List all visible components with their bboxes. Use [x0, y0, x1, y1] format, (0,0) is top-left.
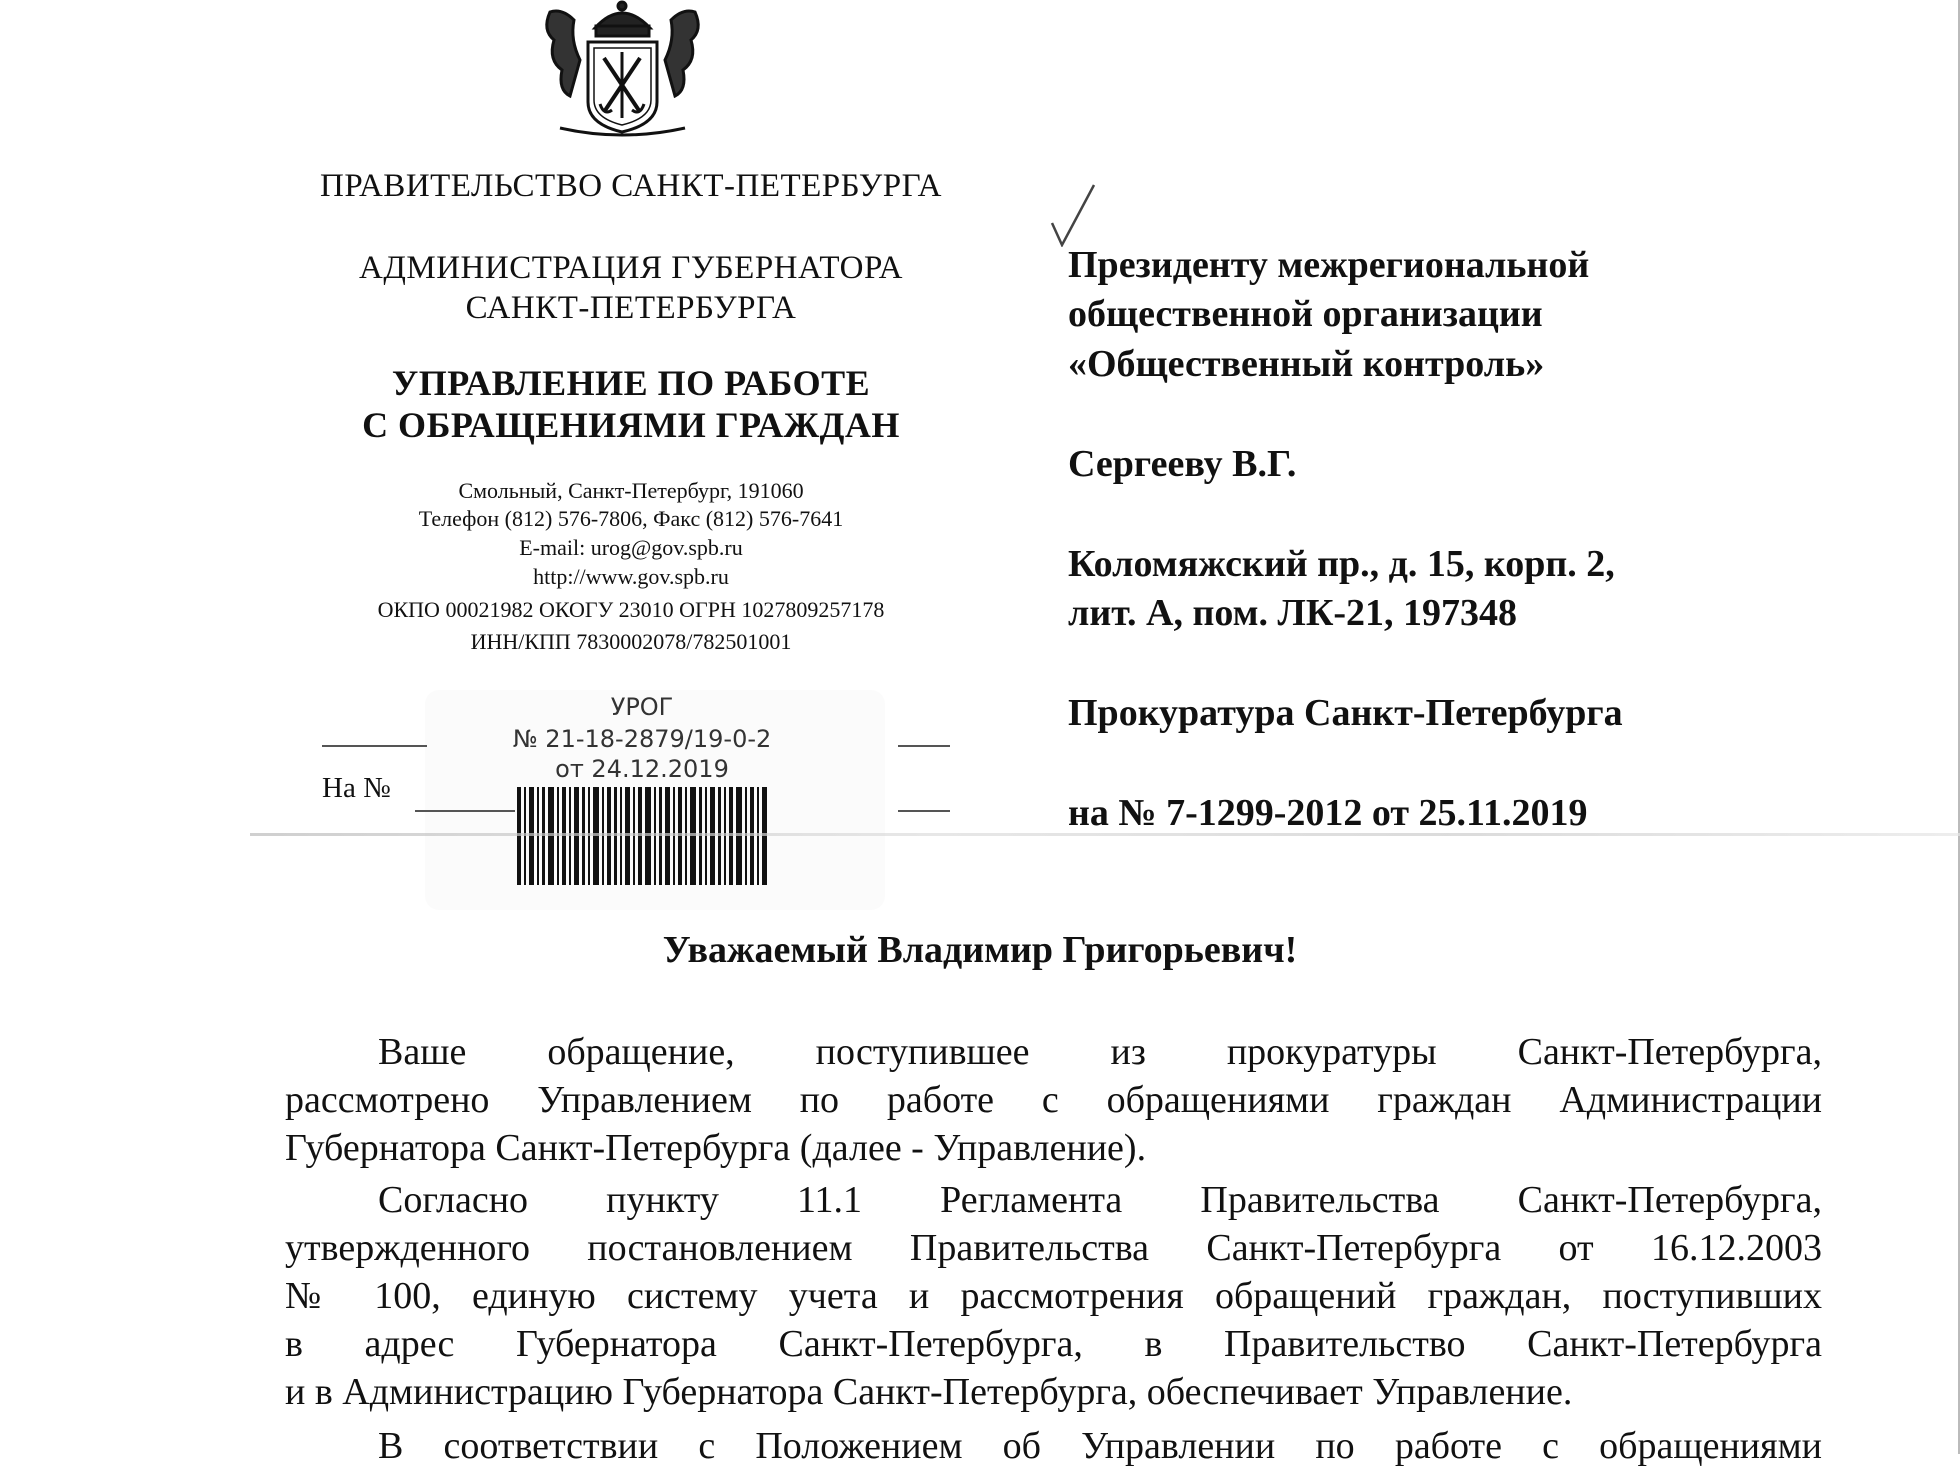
sender-phone: Телефон (812) 576-7806, Факс (812) 576-7641	[418, 506, 844, 531]
sender-email: E-mail: urog@gov.spb.ru	[519, 535, 743, 560]
sender-address: Смольный, Санкт-Петербург, 191060	[458, 478, 804, 503]
paragraph-2-line-5: и в Администрацию Губернатора Санкт-Петербурга, обеспечивает Управление.	[285, 1371, 1573, 1413]
paragraph-2-line-1: Согласно пункту 11.1 Регламента Правительства Санкт-Петербурга,	[378, 1179, 1822, 1221]
reply-date-line	[898, 810, 950, 812]
paragraph-1-line-1: Ваше обращение, поступившее из прокуратуры Санкт-Петербурга,	[378, 1031, 1822, 1073]
administration-title-line1: АДМИНИСТРАЦИЯ ГУБЕРНАТОРА	[359, 250, 903, 286]
paragraph-2-line-2: утвержденного постановлением Правительства Санкт-Петербурга от 16.12.2003	[285, 1227, 1822, 1269]
addressee-title-line2: общественной организации	[1068, 293, 1543, 335]
government-title: ПРАВИТЕЛЬСТВО САНКТ-ПЕТЕРБУРГА	[320, 168, 942, 204]
department-title-line1: УПРАВЛЕНИЕ ПО РАБОТЕ	[391, 363, 871, 403]
coat-of-arms-emblem	[540, 0, 705, 140]
outgoing-date-line	[898, 745, 950, 747]
reply-number-line	[415, 810, 515, 812]
outgoing-number-line	[322, 745, 427, 747]
reference-number: на № 7-1299-2012 от 25.11.2019	[1068, 792, 1588, 834]
addressee-address-line2: лит. А, пом. ЛК-21, 197348	[1068, 592, 1518, 634]
paragraph-1-line-3: Губернатора Санкт-Петербурга (далее - Управление).	[285, 1127, 1147, 1169]
sender-inn: ИНН/КПП 7830002078/782501001	[470, 629, 792, 654]
sender-website: http://www.gov.spb.ru	[533, 564, 729, 589]
registration-number: № 21-18-2879/19-0-2	[512, 725, 772, 753]
paragraph-2-line-4: в адрес Губернатора Санкт-Петербурга, в Правительство Санкт-Петербурга	[285, 1323, 1822, 1365]
barcode	[517, 787, 767, 885]
addressee-title-line1: Президенту межрегиональной	[1068, 244, 1590, 286]
addressee-address-line1: Коломяжский пр., д. 15, корп. 2,	[1068, 543, 1615, 585]
administration-title-line2: САНКТ-ПЕТЕРБУРГА	[465, 290, 797, 326]
greeting: Уважаемый Владимир Григорьевич!	[662, 929, 1298, 971]
addressee-name: Сергееву В.Г.	[1068, 443, 1297, 485]
registration-office: УРОГ	[610, 693, 674, 721]
reply-to-label: На №	[322, 772, 391, 804]
paragraph-3-line-1: В соответствии с Положением об Управлении по работе с обращениями	[378, 1425, 1822, 1467]
paragraph-1-line-2: рассмотрено Управлением по работе с обращениями граждан Администрации	[285, 1079, 1822, 1121]
sender-codes: ОКПО 00021982 ОКОГУ 23010 ОГРН 1027809257178	[377, 597, 885, 622]
check-mark-icon	[1050, 183, 1096, 247]
paragraph-1	[285, 1028, 1822, 1172]
department-title-line2: С ОБРАЩЕНИЯМИ ГРАЖДАН	[362, 405, 900, 445]
paragraph-2	[285, 1176, 1822, 1416]
addressee-title-line3: «Общественный контроль»	[1068, 343, 1545, 385]
paragraph-3	[285, 1422, 1822, 1470]
registration-date: от 24.12.2019	[555, 755, 729, 783]
copy-recipient: Прокуратура Санкт-Петербурга	[1068, 692, 1623, 734]
paragraph-2-line-3: № 100, единую систему учета и рассмотрения обращений граждан, поступивших	[285, 1275, 1822, 1317]
